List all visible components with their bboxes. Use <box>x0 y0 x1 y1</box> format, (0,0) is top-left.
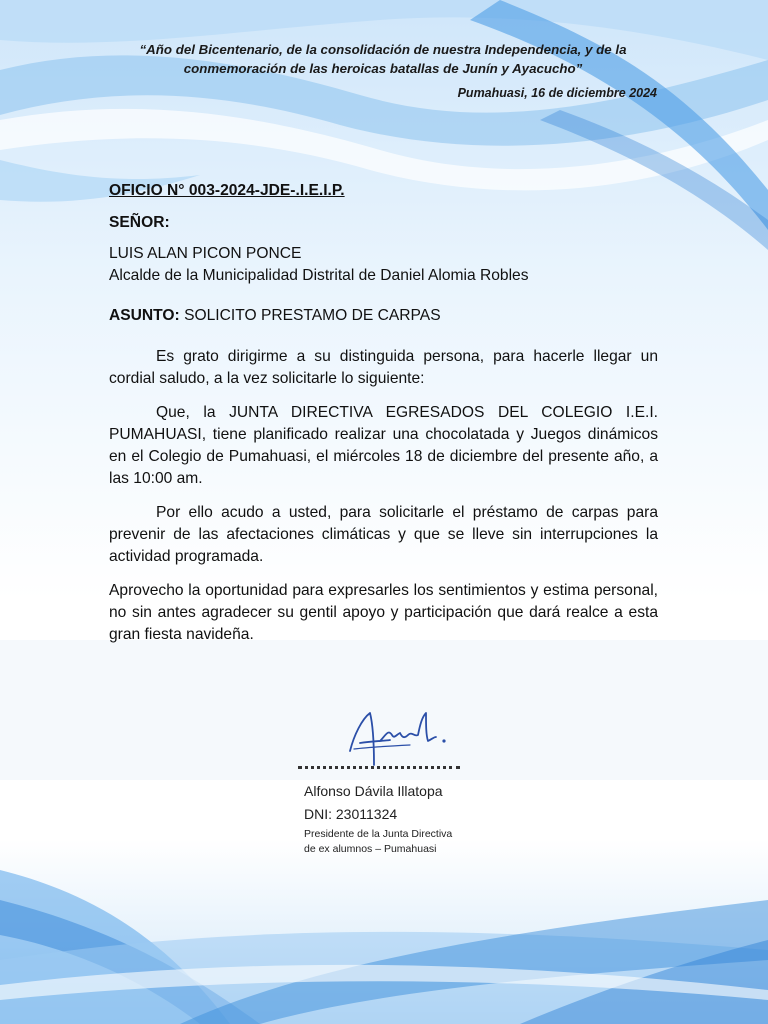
signer-dni: DNI: 23011324 <box>304 806 398 822</box>
reference-number: OFICIO N° 003-2024-JDE-.I.E.I.P. <box>109 182 345 199</box>
paragraph-greeting: Es grato dirigirme a su distinguida persona, para hacerle llegar un cordial saludo, a la vez solicitarle lo siguiente: <box>109 348 658 387</box>
subject-label: ASUNTO: <box>109 307 180 324</box>
signer-name: Alfonso Dávila Illatopa <box>304 783 443 799</box>
recipient-block <box>109 243 658 287</box>
signer-title <box>304 827 504 857</box>
subject-text: SOLICITO PRESTAMO DE CARPAS <box>184 307 441 324</box>
place-date: Pumahuasi, 16 de diciembre 2024 <box>457 86 657 100</box>
subject-line <box>109 305 658 327</box>
signature-line <box>298 766 460 769</box>
signer-title-line1: Presidente de la Junta Directiva <box>304 828 453 840</box>
salutation: SEÑOR: <box>109 214 170 231</box>
recipient-title: Alcalde de la Municipalidad Distrital de Daniel Alomia Robles <box>109 267 529 284</box>
handwritten-signature <box>340 705 455 775</box>
signer-title-line2: de ex alumnos – Pumahuasi <box>304 843 437 855</box>
motto-header: “Año del Bicentenario, de la consolidación de nuestra Independencia, y de la conmemoración de las heroicas batallas de Junín y Ayacucho” <box>139 42 627 76</box>
recipient-name: LUIS ALAN PICON PONCE <box>109 245 302 262</box>
paragraph-closing: Aprovecho la oportunidad para expresarles los sentimientos y estima personal, no sin antes agradecer su gentil apoyo y participación que dará realce a esta gran fiesta navideña. <box>109 582 658 643</box>
paragraph-request: Por ello acudo a usted, para solicitarle el préstamo de carpas para prevenir de las afectaciones climáticas y que se lleve sin interrupciones la actividad programada. <box>109 504 658 565</box>
paragraph-event: Que, la JUNTA DIRECTIVA EGRESADOS DEL COLEGIO I.E.I. PUMAHUASI, tiene planificado realizar una chocolatada y Juegos dinámicos en el Colegio de Pumahuasi, el miércoles 18 de diciembre del presente año, a las 10:00 am. <box>109 404 658 487</box>
